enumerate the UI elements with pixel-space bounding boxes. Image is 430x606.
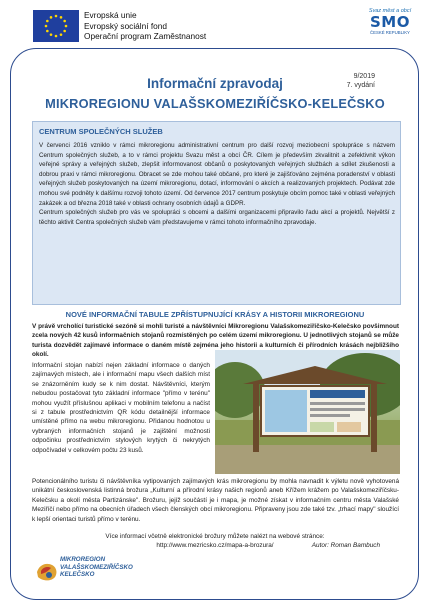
eu-star xyxy=(45,25,48,28)
issue-number: 9/2019 xyxy=(353,73,375,80)
contact-link[interactable]: http://www.mezricsko.cz/mapa-a-brozura/ xyxy=(156,542,274,550)
contact-line-1: Více informací včetně elektronické brožury můžete nalézt na webové stránce: xyxy=(105,533,325,540)
eu-line-3: Operační program Zaměstnanost xyxy=(84,31,207,41)
info-box-paragraph-2: Centrum společných služeb pro vás ve spolupráci s obcemi a dalšími organizacemi připravilo řadu akcí a projektů. Největší z těchto aktivit Centra společných služeb vám představujeme v rámci tohoto informačního zpravodaje. xyxy=(39,209,395,226)
info-board-photo xyxy=(215,350,400,474)
section-left-text: Informační stojan nabízí nejen základní informace o daných zajímavých místech, ale i informační mapu všech dalších míst se znázorněním kudy se k nim dostat. Návštěvníci, kterým nebudou postačovat tyto základní informace "přímo v terénu" mohou využít příslušnou aplikaci v mobilním telefonu a načíst si z tabule prostřednictvím QR kódu detailnější informace umístěné přímo na webu mikroregionu. Přidanou hodnotou u vybraných informačních stojanů je zajištění možnosti odpočinku prostřednictvím stylových krytých či nekrytých odpočívadel v celkovém počtu 23 kusů. xyxy=(32,362,210,454)
smo-logo xyxy=(360,8,420,48)
info-box-paragraph-1: V červenci 2016 vzniklo v rámci mikroregionu administrativní centrum pro další rozvoj meziobecní spolupráce s názvem Centrum společných služeb, a to v rámci projektu Svazu měst a obcí ČR. Cílem je především zkvalitnit a zefektivnit výkon veřejné správy a veřejných služeb, zlepšit informovanost občanů o poskytovaných veřejných službách a sdílet zkušenosti a dobrou praxi v rámci mikroregionu. Obracet se zde mohou také občané, pro které je zajišťováno zejména poradenství v oblasti veřejných služeb poskytovaných na území mikroregionu, dotací, informování o akcích a realizovaných projektech. Podávat zde mohou své podněty k dalšímu rozvoji tohoto území. Od července 2017 centrum poskytuje obcím pomoc také v oblasti veřejných zakázek a od března 2018 také v oblasti ochrany osobních údajů a GDPR. xyxy=(39,142,395,207)
mikroregion-logo-text xyxy=(60,556,133,579)
mikroregion-logo-line-3: KELEČSKO xyxy=(60,571,95,578)
smo-logo-mark: SMO xyxy=(370,13,410,31)
eu-star xyxy=(46,30,49,33)
issue-info xyxy=(315,72,375,90)
mikroregion-logo-line-2: VALAŠSKOMEZIŘÍČSKO xyxy=(60,563,133,571)
issue-label: 7. vydání xyxy=(346,82,375,89)
smo-logo-top: Svaz měst a obcí xyxy=(368,8,412,14)
section-bottom-text: Potencionálního turistu či návštěvníka vytipovaných zajímavých krás mikroregionu by mohla navnadit k výletu nově vyhotovená unikátní československá listinná brožura „Kulturní a přírodní krásy našich regionů aneb Křížem krážem po Valašskomeziříčsku-Kelečsku a okolí města Partizánske". Brožuru, jejíž součástí je i mapa, je možné získat v informačním centru města Valašské Meziříčí nebo přímo na obecních úřadech všech členských obcí mikroregionu. Připraveny jsou zde také tzv. „trhací mapy" sloužící k lepší orientaci turistů přímo v terénu. xyxy=(32,478,399,523)
newsletter-title: Informační zpravodaj xyxy=(147,76,283,91)
eu-line-2: Evropský sociální fond xyxy=(84,20,168,31)
eu-stars-icon xyxy=(33,10,79,42)
mikroregion-logo xyxy=(34,552,174,592)
eu-star xyxy=(50,33,53,36)
smo-logo-bottom: ČESKÉ REPUBLIKY xyxy=(370,30,410,35)
info-board-illustration xyxy=(215,350,400,474)
eu-flag-icon xyxy=(33,10,79,42)
info-box-heading: CENTRUM SPOLEČNÝCH SLUŽEB xyxy=(39,127,163,136)
author-credit: Autor: Roman Bambuch xyxy=(311,542,380,549)
eu-star xyxy=(60,16,63,19)
section-lead: V právě vrcholící turistické sezóně si mohli turisté a návštěvníci Mikroregionu Valašskomeziříčsko-Kelečsko povšimnout zcela nových 42 kusů informačních stojanů rozmístěných po celém území mikroregionu. U jednotlivých stojanů se může turista dozvědět zajímavé informace o daném místě zejména jeho historii a kulturních či přírodních krásách nejbližšího okolí. xyxy=(32,323,399,359)
eu-star xyxy=(55,35,58,38)
eu-star xyxy=(46,20,49,23)
eu-star xyxy=(60,33,63,36)
mikroregion-logo-line-1: MIKROREGION xyxy=(60,556,106,563)
eu-star xyxy=(65,25,68,28)
newsletter-subtitle: MIKROREGIONU VALAŠSKOMEZIŘÍČSKO-KELEČSKO xyxy=(45,96,385,111)
eu-program-text xyxy=(84,10,206,42)
eu-star xyxy=(55,15,58,18)
eu-line-1: Evropská unie xyxy=(84,10,137,20)
eu-star xyxy=(50,16,53,19)
info-box-body xyxy=(39,141,395,227)
mikroregion-emblem-icon xyxy=(34,558,60,584)
section-heading: NOVÉ INFORMAČNÍ TABULE ZPŘÍSTUPNUJÍCÍ KRÁSY A HISTORII MIKROREGIONU xyxy=(65,310,365,319)
info-box xyxy=(32,121,401,305)
eu-star xyxy=(63,20,66,23)
eu-star xyxy=(63,30,66,33)
